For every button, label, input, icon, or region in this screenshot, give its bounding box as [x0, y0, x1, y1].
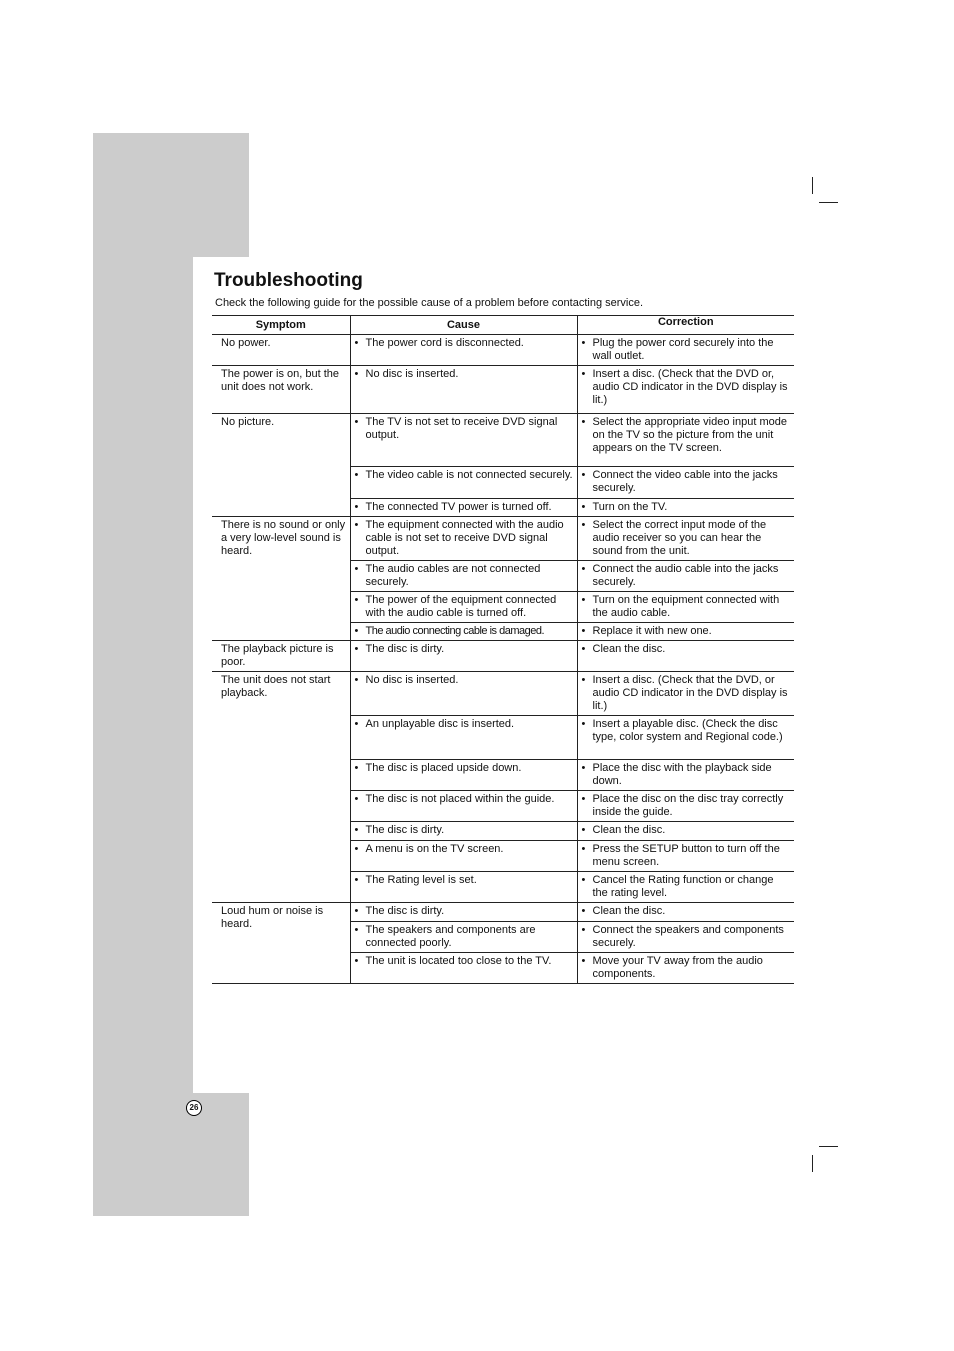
cause-cell	[350, 672, 577, 716]
correction-cell	[577, 716, 794, 760]
correction-text: Select the correct input mode of the audio receiver so you can hear the sound from the unit.	[592, 519, 767, 557]
table-row	[212, 414, 794, 467]
symptom-cell: No picture.	[212, 414, 350, 517]
cause-cell	[350, 641, 577, 672]
correction-text: Place the disc on the disc tray correctly inside the guide.	[592, 793, 784, 818]
intro-text: Check the following guide for the possible cause of a problem before contacting service.	[215, 297, 644, 309]
cause-cell	[350, 841, 577, 872]
bullet-icon: •	[581, 955, 586, 967]
correction-cell	[577, 623, 794, 641]
bullet-icon: •	[581, 519, 586, 531]
table-header-row	[212, 316, 794, 335]
cause-text: No disc is inserted.	[365, 674, 459, 686]
table-row	[212, 335, 794, 366]
cause-text: The TV is not set to receive DVD signal output.	[365, 416, 558, 441]
crop-mark	[819, 1146, 838, 1147]
correction-cell	[577, 953, 794, 984]
bullet-icon: •	[581, 905, 586, 917]
bullet-icon: •	[354, 824, 359, 836]
correction-cell	[577, 561, 794, 592]
symptom-cell: Loud hum or noise is heard.	[212, 903, 350, 984]
bullet-icon: •	[581, 625, 586, 637]
table-row	[212, 903, 794, 922]
cause-cell	[350, 517, 577, 561]
cause-text: The disc is placed upside down.	[365, 762, 522, 774]
bullet-icon: •	[354, 874, 359, 886]
bullet-icon: •	[581, 594, 586, 606]
cause-cell	[350, 366, 577, 414]
cause-text: A menu is on the TV screen.	[365, 843, 504, 855]
cause-text: The connected TV power is turned off.	[365, 501, 552, 513]
correction-text: Cancel the Rating function or change the rating level.	[592, 874, 774, 899]
symptom-cell: The power is on, but the unit does not work.	[212, 366, 350, 414]
correction-text: Clean the disc.	[592, 905, 666, 917]
correction-cell	[577, 641, 794, 672]
table-row	[212, 517, 794, 561]
cause-cell	[350, 903, 577, 922]
bullet-icon: •	[581, 874, 586, 886]
bullet-icon: •	[354, 519, 359, 531]
cause-text: The audio cables are not connected securely.	[365, 563, 541, 588]
correction-text: Connect the speakers and components securely.	[592, 924, 784, 949]
cause-cell	[350, 922, 577, 953]
correction-text: Move your TV away from the audio components.	[592, 955, 763, 980]
table-row	[212, 672, 794, 716]
correction-cell	[577, 517, 794, 561]
correction-text: Replace it with new one.	[592, 625, 712, 637]
bullet-icon: •	[581, 674, 586, 686]
correction-cell	[577, 922, 794, 953]
header-correction: Correction	[577, 316, 794, 335]
correction-cell	[577, 903, 794, 922]
bullet-icon: •	[354, 625, 359, 637]
table-row	[212, 641, 794, 672]
bullet-icon: •	[354, 501, 359, 513]
symptom-cell: There is no sound or only a very low-level sound is heard.	[212, 517, 350, 641]
bullet-icon: •	[354, 469, 359, 481]
bullet-icon: •	[354, 337, 359, 349]
crop-mark	[812, 1155, 813, 1172]
cause-text: The unit is located too close to the TV.	[365, 955, 552, 967]
header-cause: Cause	[350, 316, 577, 335]
correction-text: Place the disc with the playback side down.	[592, 762, 772, 787]
correction-cell	[577, 841, 794, 872]
cause-text: The disc is dirty.	[365, 824, 445, 836]
cause-cell	[350, 791, 577, 822]
cause-cell	[350, 822, 577, 841]
correction-text: Clean the disc.	[592, 824, 666, 836]
cause-cell	[350, 623, 577, 641]
bullet-icon: •	[581, 924, 586, 936]
bullet-icon: •	[354, 594, 359, 606]
bullet-icon: •	[581, 824, 586, 836]
header-symptom: Symptom	[212, 316, 350, 335]
cause-text: The video cable is not connected securely.	[365, 469, 573, 481]
cause-cell	[350, 592, 577, 623]
bullet-icon: •	[354, 924, 359, 936]
cause-cell	[350, 953, 577, 984]
bullet-icon: •	[581, 337, 586, 349]
correction-text: Insert a disc. (Check that the DVD or, audio CD indicator in the DVD display is lit.)	[592, 368, 788, 406]
page-number-badge: 26	[186, 1100, 202, 1116]
cause-text: The disc is dirty.	[365, 643, 445, 655]
cause-cell	[350, 414, 577, 467]
symptom-cell: The playback picture is poor.	[212, 641, 350, 672]
correction-cell	[577, 592, 794, 623]
cause-cell	[350, 335, 577, 366]
correction-cell	[577, 872, 794, 903]
correction-cell	[577, 760, 794, 791]
correction-text: Press the SETUP button to turn off the menu screen.	[592, 843, 780, 868]
correction-text: Connect the audio cable into the jacks securely.	[592, 563, 779, 588]
table-row	[212, 366, 794, 414]
correction-cell	[577, 335, 794, 366]
correction-text: Turn on the equipment connected with the audio cable.	[592, 594, 780, 619]
bullet-icon: •	[581, 416, 586, 428]
cause-cell	[350, 561, 577, 592]
bullet-icon: •	[354, 905, 359, 917]
bullet-icon: •	[354, 955, 359, 967]
bullet-icon: •	[354, 762, 359, 774]
cause-text: The power of the equipment connected with the audio cable is turned off.	[365, 594, 557, 619]
correction-text: Clean the disc.	[592, 643, 666, 655]
cause-text: No disc is inserted.	[365, 368, 459, 380]
cause-text: The disc is not placed within the guide.	[365, 793, 555, 805]
cause-text: An unplayable disc is inserted.	[365, 718, 515, 730]
cause-cell	[350, 872, 577, 903]
correction-cell	[577, 467, 794, 499]
bullet-icon: •	[581, 368, 586, 380]
cause-text: The power cord is disconnected.	[365, 337, 524, 349]
bullet-icon: •	[581, 843, 586, 855]
cause-cell	[350, 716, 577, 760]
cause-cell	[350, 760, 577, 791]
correction-cell	[577, 791, 794, 822]
crop-mark	[812, 177, 813, 194]
correction-text: Select the appropriate video input mode on the TV so the picture from the unit appears on the TV screen.	[592, 416, 787, 454]
bullet-icon: •	[354, 718, 359, 730]
cause-cell	[350, 499, 577, 517]
cause-text: The disc is dirty.	[365, 905, 445, 917]
cause-text: The speakers and components are connected poorly.	[365, 924, 536, 949]
correction-text: Connect the video cable into the jacks securely.	[592, 469, 778, 494]
correction-text: Plug the power cord securely into the wall outlet.	[592, 337, 774, 362]
troubleshooting-table	[212, 315, 794, 984]
cause-cell	[350, 467, 577, 499]
bullet-icon: •	[354, 416, 359, 428]
bullet-icon: •	[581, 563, 586, 575]
crop-mark	[819, 202, 838, 203]
correction-cell	[577, 822, 794, 841]
correction-text: Insert a playable disc. (Check the disc type, color system and Regional code.)	[592, 718, 783, 743]
cause-text: The audio connecting cable is damaged.	[365, 625, 545, 637]
bullet-icon: •	[354, 843, 359, 855]
correction-cell	[577, 366, 794, 414]
symptom-cell: The unit does not start playback.	[212, 672, 350, 903]
cause-text: The equipment connected with the audio cable is not set to receive DVD signal output.	[365, 519, 564, 557]
symptom-cell: No power.	[212, 335, 350, 366]
bullet-icon: •	[354, 563, 359, 575]
correction-text: Insert a disc. (Check that the DVD, or audio CD indicator in the DVD display is lit.)	[592, 674, 788, 712]
cause-text: The Rating level is set.	[365, 874, 477, 886]
bullet-icon: •	[354, 674, 359, 686]
page-title: Troubleshooting	[214, 270, 363, 291]
bullet-icon: •	[581, 469, 586, 481]
correction-cell	[577, 414, 794, 467]
bullet-icon: •	[581, 643, 586, 655]
bullet-icon: •	[354, 643, 359, 655]
bullet-icon: •	[581, 501, 586, 513]
bullet-icon: •	[581, 793, 586, 805]
correction-cell	[577, 499, 794, 517]
correction-text: Turn on the TV.	[592, 501, 668, 513]
bullet-icon: •	[354, 793, 359, 805]
bullet-icon: •	[581, 718, 586, 730]
correction-cell	[577, 672, 794, 716]
bullet-icon: •	[581, 762, 586, 774]
bullet-icon: •	[354, 368, 359, 380]
